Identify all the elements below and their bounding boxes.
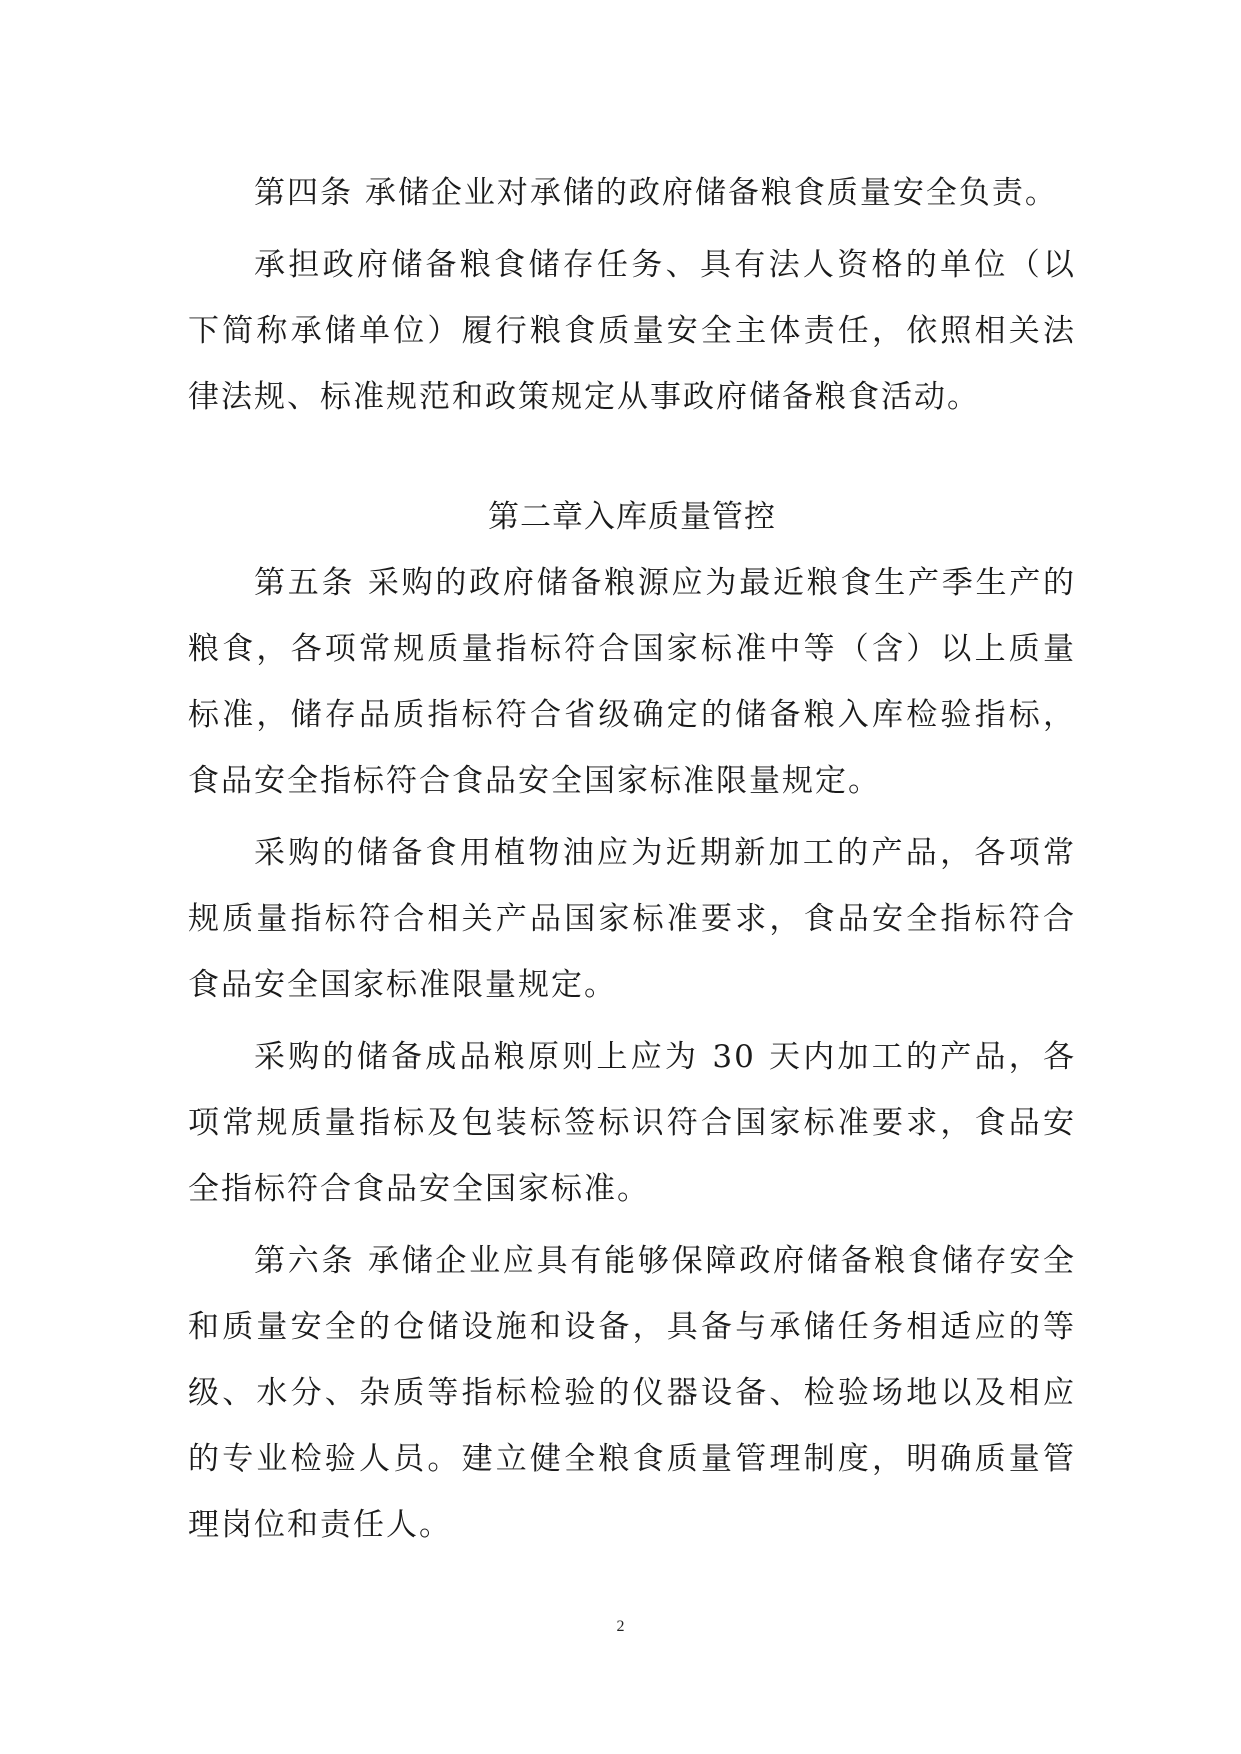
paragraph-storage-unit: 承担政府储备粮食储存任务、具有法人资格的单位（以下简称承储单位）履行粮食质量安全主体责任，依照相关法律法规、标准规范和政策规定从事政府储备粮食活动。 xyxy=(188,247,1076,415)
chapter-title: 第二章入库质量管控 xyxy=(488,499,776,535)
paragraph-article-6: 第六条 承储企业应具有能够保障政府储备粮食储存安全和质量安全的仓储设施和设备，具备与承储任务相适应的等级、水分、杂质等指标检验的仪器设备、检验场地以及相应的专业检验人员。建立健全粮食质量管理制度，明确质量管理岗位和责任人。 xyxy=(188,1243,1076,1543)
body-text xyxy=(188,160,1076,1564)
paragraph-article-4: 第四条 承储企业对承储的政府储备粮食质量安全负责。 xyxy=(254,175,1058,211)
paragraph-edible-oil: 采购的储备食用植物油应为近期新加工的产品，各项常规质量指标符合相关产品国家标准要求，食品安全指标符合食品安全国家标准限量规定。 xyxy=(188,835,1076,1003)
page-number: 2 xyxy=(616,1618,625,1635)
paragraph-finished-grain: 采购的储备成品粮原则上应为 30 天内加工的产品，各项常规质量指标及包装标签标识符合国家标准要求，食品安全指标符合食品安全国家标准。 xyxy=(188,1039,1076,1207)
paragraph-article-5: 第五条 采购的政府储备粮源应为最近粮食生产季生产的粮食，各项常规质量指标符合国家标准中等（含）以上质量标准，储存品质指标符合省级确定的储备粮入库检验指标，食品安全指标符合食品安全国家标准限量规定。 xyxy=(188,565,1076,799)
